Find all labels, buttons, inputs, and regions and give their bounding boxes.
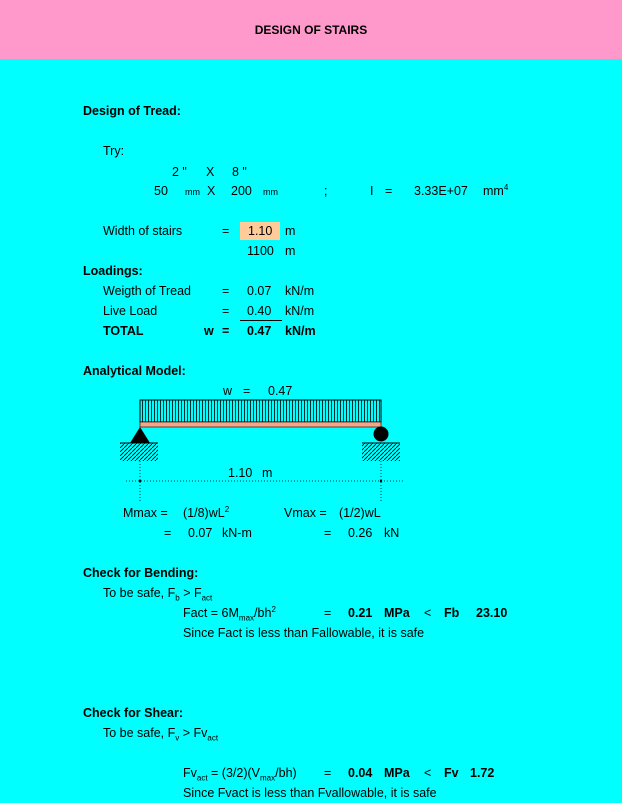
width-value: 1.10	[248, 224, 273, 238]
vmax-label: Vmax =	[284, 506, 327, 520]
fact-equals: =	[324, 606, 332, 620]
load-value: 0.07	[247, 284, 272, 298]
shear-heading: Check for Shear:	[83, 706, 184, 720]
ground-hatch-left	[120, 443, 158, 461]
load-w-value: 0.47	[268, 384, 293, 398]
span-unit: m	[262, 466, 273, 480]
mm-unit: mm	[185, 187, 200, 197]
fvact-unit: MPa	[384, 766, 410, 780]
vmax-equals: =	[324, 526, 332, 540]
pin-support-icon	[130, 427, 150, 443]
width-unit: m	[285, 224, 296, 238]
shear-conclusion: Since Fvact is less than Fvallowable, it is safe	[183, 786, 437, 800]
try-label: Try:	[103, 144, 125, 158]
shear-condition: To be safe, $F_v > Fv_{act}$	[103, 726, 219, 743]
mm-width: 50	[154, 184, 168, 198]
mmax-equals: =	[164, 526, 172, 540]
load-equals: =	[222, 284, 230, 298]
inch-depth: 8 "	[232, 165, 247, 179]
load-label: Weigth of Tread	[103, 284, 192, 298]
total-value: 0.47	[247, 324, 272, 338]
width-mm-value: 1100	[247, 244, 274, 258]
fv-label: Fv	[444, 766, 459, 780]
times-sign: X	[207, 184, 216, 198]
mmax-formula: $(1/8)wL^2$	[183, 504, 230, 520]
mm-depth: 200	[231, 184, 252, 198]
loadings-heading: Loadings:	[83, 264, 143, 278]
inch-width: 2 "	[172, 165, 187, 179]
fb-value: 23.10	[476, 606, 508, 620]
mmax-unit: kN-m	[222, 526, 252, 540]
load-value: 0.40	[247, 304, 272, 318]
inertia-value: 3.33E+07	[414, 184, 468, 198]
span-value: 1.10	[228, 466, 253, 480]
mmax-value: 0.07	[188, 526, 213, 540]
total-unit: kN/m	[285, 324, 316, 338]
fact-unit: MPa	[384, 606, 410, 620]
load-equals: =	[222, 304, 230, 318]
times-sign: X	[206, 165, 215, 179]
fb-label: Fb	[444, 606, 460, 620]
vmax-value: 0.26	[348, 526, 373, 540]
inertia-equals: =	[385, 184, 393, 198]
distributed-load-block	[140, 400, 381, 422]
fvact-equals: =	[324, 766, 332, 780]
fvact-value: 0.04	[348, 766, 373, 780]
page-title: DESIGN OF STAIRS	[254, 23, 368, 37]
load-unit: kN/m	[285, 304, 315, 318]
fact-formula: Fact = $6M_{max}/bh^2$	[183, 604, 276, 623]
fv-value: 1.72	[470, 766, 495, 780]
vmax-unit: kN	[384, 526, 400, 540]
total-label: TOTAL	[103, 324, 144, 338]
inertia-label: I	[370, 184, 374, 198]
bending-conclusion: Since Fact is less than Fallowable, it is safe	[183, 626, 425, 640]
load-label: Live Load	[103, 304, 158, 318]
width-mm-unit: m	[285, 244, 296, 258]
load-unit: kN/m	[285, 284, 315, 298]
roller-support-icon	[374, 427, 389, 442]
less-than: <	[424, 606, 432, 620]
bending-heading: Check for Bending:	[83, 566, 199, 580]
width-label: Width of stairs	[103, 224, 183, 238]
load-w-equals: =	[243, 384, 251, 398]
beam	[140, 422, 381, 427]
fvact-formula: $Fv_{act} = (3/2)(V_{max}/bh)$	[183, 766, 297, 783]
total-variable: w	[204, 324, 214, 338]
fact-value: 0.21	[348, 606, 373, 620]
total-equals: =	[222, 324, 230, 338]
model-heading: Analytical Model:	[83, 364, 186, 378]
inertia-unit: $mm^4$	[483, 182, 509, 198]
tread-heading: Design of Tread:	[83, 104, 181, 118]
semicolon: ;	[324, 184, 328, 198]
load-w-label: w	[223, 384, 233, 398]
ground-hatch-right	[362, 443, 400, 461]
mm-unit: mm	[263, 187, 278, 197]
vmax-formula: (1/2)wL	[339, 506, 381, 520]
bending-condition: To be safe, $F_b > F_{act}$	[103, 586, 213, 603]
mmax-label: Mmax =	[123, 506, 168, 520]
width-equals: =	[222, 224, 230, 238]
less-than: <	[424, 766, 432, 780]
